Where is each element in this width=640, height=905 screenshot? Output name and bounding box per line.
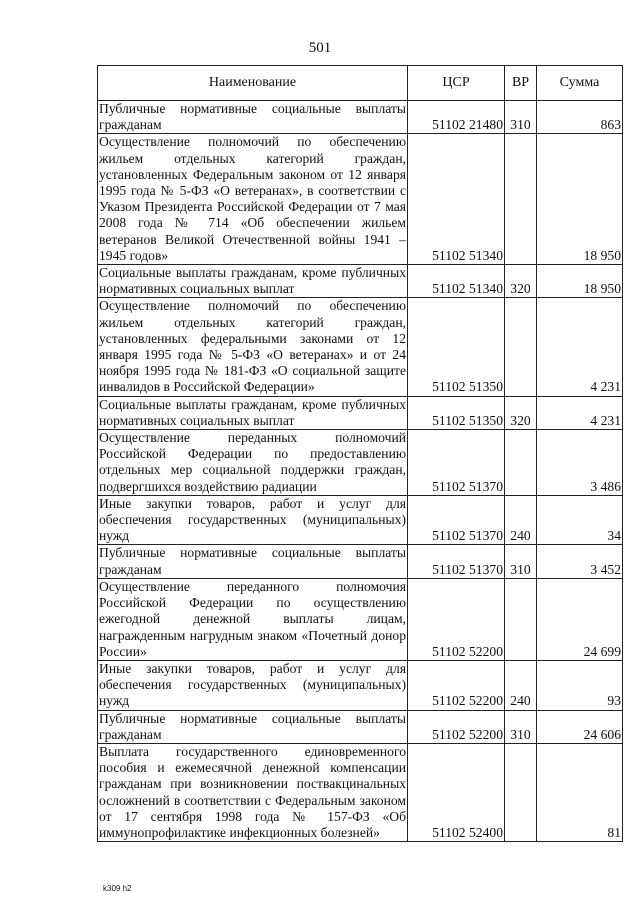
header-csr: ЦСР	[408, 66, 505, 101]
row-csr: 51102 51340	[408, 265, 505, 298]
page-number: 501	[308, 40, 332, 56]
row-sum: 18 950	[537, 134, 623, 265]
row-sum: 93	[537, 660, 623, 710]
row-sum: 4 231	[537, 298, 623, 396]
row-name: Иные закупки товаров, работ и услуг для обеспечения государственных (муниципальных) нужд	[99, 495, 406, 544]
header-name: Наименование	[98, 66, 408, 101]
row-csr: 51102 52200	[408, 660, 505, 710]
row-vr: 310	[505, 710, 537, 743]
row-name: Социальные выплаты гражданам, кроме публичных нормативных социальных выплат	[99, 396, 406, 428]
row-name: Публичные нормативные социальные выплаты гражданам	[99, 101, 406, 133]
table-row	[98, 710, 623, 743]
row-sum: 863	[537, 101, 623, 134]
row-sum: 81	[537, 743, 623, 841]
row-name: Осуществление полномочий по обеспечению жильем отдельных категорий граждан, установленных Федеральным законом от 12 января 1995 года № 5-ФЗ «О ветеранах», в соответствии с Указом Президента Российской Федерации от 7 мая 2008 года № 714 «Об обеспечении жильем ветеранов Великой Отечественной войны 1941 – 1945 годов»	[99, 134, 406, 263]
row-name: Публичные нормативные социальные выплаты гражданам	[99, 710, 406, 742]
row-csr: 51102 51370	[408, 430, 505, 496]
row-vr	[505, 578, 537, 660]
table-row	[98, 495, 623, 545]
row-vr: 310	[505, 545, 537, 578]
row-vr	[505, 298, 537, 396]
row-vr: 320	[505, 265, 537, 298]
row-vr: 240	[505, 660, 537, 710]
row-name: Осуществление полномочий по обеспечению жильем отдельных категорий граждан, установленных федеральными законами от 12 января 1995 года № 5-ФЗ «О ветеранах» и от 24 ноября 1995 года № 181-ФЗ «О социальной защите инвалидов в Российской Федерации»	[99, 298, 406, 395]
row-name: Публичные нормативные социальные выплаты гражданам	[99, 545, 406, 577]
table-row	[98, 430, 623, 496]
table-row	[98, 265, 623, 298]
row-name: Иные закупки товаров, работ и услуг для обеспечения государственных (муниципальных) нужд	[99, 660, 406, 709]
row-sum: 24 606	[537, 710, 623, 743]
row-vr	[505, 743, 537, 841]
row-csr: 51102 52400	[408, 743, 505, 841]
budget-table	[97, 65, 623, 842]
table-row	[98, 101, 623, 134]
table-row	[98, 660, 623, 710]
table-row	[98, 396, 623, 429]
table-row	[98, 545, 623, 578]
row-sum: 3 452	[537, 545, 623, 578]
table-row	[98, 743, 623, 841]
row-vr: 240	[505, 495, 537, 545]
row-csr: 51102 51340	[408, 134, 505, 265]
row-name: Осуществление переданного полномочия Российской Федерации по осуществлению ежегодной денежной выплаты лицам, награжденным нагрудным знаком «Почетный донор России»	[99, 578, 406, 659]
row-vr	[505, 134, 537, 265]
row-sum: 34	[537, 495, 623, 545]
row-csr: 51102 51350	[408, 298, 505, 396]
row-name: Социальные выплаты гражданам, кроме публичных нормативных социальных выплат	[99, 265, 406, 297]
row-csr: 51102 21480	[408, 101, 505, 134]
row-csr: 51102 51370	[408, 495, 505, 545]
table-row	[98, 578, 623, 660]
row-name: Осуществление переданных полномочий Российской Федерации по предоставлению отдельных мер социальной поддержки граждан, подвергшихся воздействию радиации	[99, 430, 406, 494]
row-csr: 51102 52200	[408, 710, 505, 743]
row-sum: 3 486	[537, 430, 623, 496]
row-sum: 4 231	[537, 396, 623, 429]
row-csr: 51102 51370	[408, 545, 505, 578]
table-row	[98, 134, 623, 265]
row-vr	[505, 430, 537, 496]
footer-code: k309 h2	[103, 884, 132, 893]
header-vr: ВР	[505, 66, 537, 101]
row-sum: 24 699	[537, 578, 623, 660]
row-csr: 51102 52200	[408, 578, 505, 660]
row-vr: 320	[505, 396, 537, 429]
table-header-row	[98, 66, 623, 101]
row-name: Выплата государственного единовременного пособия и ежемесячной денежной компенсации гражданам при возникновении поствакцинальных осложнений в соответствии с Федеральным законом от 17 сентября 1998 года № 157-ФЗ «Об иммунопрофилактике инфекционных болезней»	[99, 743, 406, 840]
table-row	[98, 298, 623, 396]
row-csr: 51102 51350	[408, 396, 505, 429]
row-vr: 310	[505, 101, 537, 134]
row-sum: 18 950	[537, 265, 623, 298]
header-sum: Сумма	[537, 66, 623, 101]
